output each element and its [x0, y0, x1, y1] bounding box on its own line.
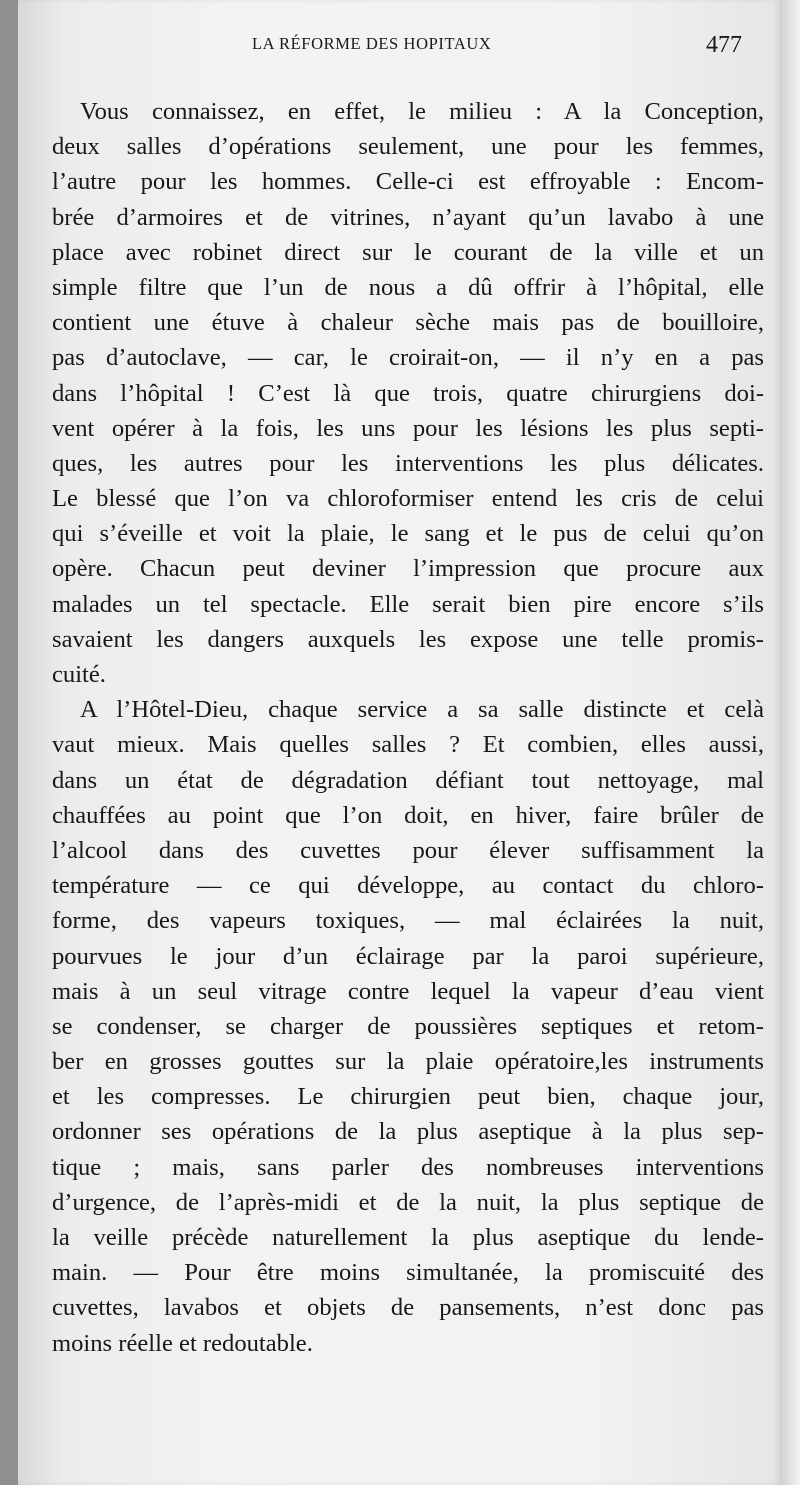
text-line: savaient les dangers auxquels les expose une telle promis-: [52, 625, 764, 653]
text-line: se condenser, se charger de poussières septiques et retom-: [52, 1012, 764, 1040]
text-line: chauffées au point que l’on doit, en hiver, faire brûler de: [52, 801, 764, 829]
page-number: 477: [706, 32, 742, 58]
text-line: la veille précède naturellement la plus aseptique du lende-: [52, 1224, 764, 1251]
running-title: LA RÉFORME DES HOPITAUX: [252, 34, 492, 53]
text-line: Vous connaissez, en effet, le milieu : A la Conception,: [80, 98, 764, 125]
text-line: température — ce qui développe, au contact du chloro-: [52, 872, 764, 900]
text-line: deux salles d’opérations seulement, une pour les femmes,: [52, 133, 764, 161]
text-line: cuité.: [52, 661, 106, 688]
text-line: ber en grosses gouttes sur la plaie opératoire,les instruments: [52, 1048, 764, 1076]
text-line: pas d’autoclave, — car, le croirait-on, — il n’y en a pas: [52, 344, 764, 372]
text-line: l’alcool dans des cuvettes pour élever suffisamment la: [52, 836, 764, 864]
text-line: ordonner ses opérations de la plus aseptique à la plus sep-: [52, 1118, 764, 1146]
text-line: Le blessé que l’on va chloroformiser entend les cris de celui: [52, 485, 764, 513]
body-text: [52, 94, 764, 1361]
text-line: place avec robinet direct sur le courant de la ville et un: [52, 238, 764, 266]
page-edge: [780, 0, 800, 1485]
book-page: [18, 0, 780, 1485]
text-line: dans un état de dégradation défiant tout nettoyage, mal: [52, 766, 764, 794]
text-line: forme, des vapeurs toxiques, — mal éclairées la nuit,: [52, 907, 764, 935]
text-line: vent opérer à la fois, les uns pour les lésions les plus septi-: [52, 414, 764, 442]
text-line: dans l’hôpital ! C’est là que trois, quatre chirurgiens doi-: [52, 379, 764, 407]
text-line: d’urgence, de l’après-midi et de la nuit, la plus septique de: [52, 1188, 764, 1216]
text-line: moins réelle et redoutable.: [52, 1329, 313, 1357]
text-line: vaut mieux. Mais quelles salles ? Et combien, elles aussi,: [52, 731, 764, 759]
text-line: main. — Pour être moins simultanée, la promiscuité des: [52, 1259, 764, 1287]
text-line: et les compresses. Le chirurgien peut bien, chaque jour,: [52, 1083, 764, 1111]
text-line: opère. Chacun peut deviner l’impression que procure aux: [52, 555, 764, 583]
text-line: cuvettes, lavabos et objets de pansements, n’est donc pas: [52, 1294, 764, 1322]
text-line: malades un tel spectacle. Elle serait bien pire encore s’ils: [52, 590, 764, 618]
text-line: l’autre pour les hommes. Celle-ci est effroyable : Encom-: [52, 168, 764, 196]
text-line: ques, les autres pour les interventions les plus délicates.: [52, 449, 764, 477]
text-line: pourvues le jour d’un éclairage par la paroi supérieure,: [52, 942, 764, 970]
text-line: tique ; mais, sans parler des nombreuses interventions: [52, 1153, 764, 1181]
running-head: [18, 34, 780, 64]
text-line: A l’Hôtel-Dieu, chaque service a sa salle distincte et celà: [80, 696, 764, 724]
text-line: qui s’éveille et voit la plaie, le sang et le pus de celui qu’on: [52, 520, 764, 548]
text-line: simple filtre que l’un de nous a dû offrir à l’hôpital, elle: [52, 273, 764, 301]
text-line: brée d’armoires et de vitrines, n’ayant qu’un lavabo à une: [52, 203, 764, 231]
text-line: mais à un seul vitrage contre lequel la vapeur d’eau vient: [52, 977, 764, 1005]
text-line: contient une étuve à chaleur sèche mais pas de bouilloire,: [52, 309, 764, 337]
